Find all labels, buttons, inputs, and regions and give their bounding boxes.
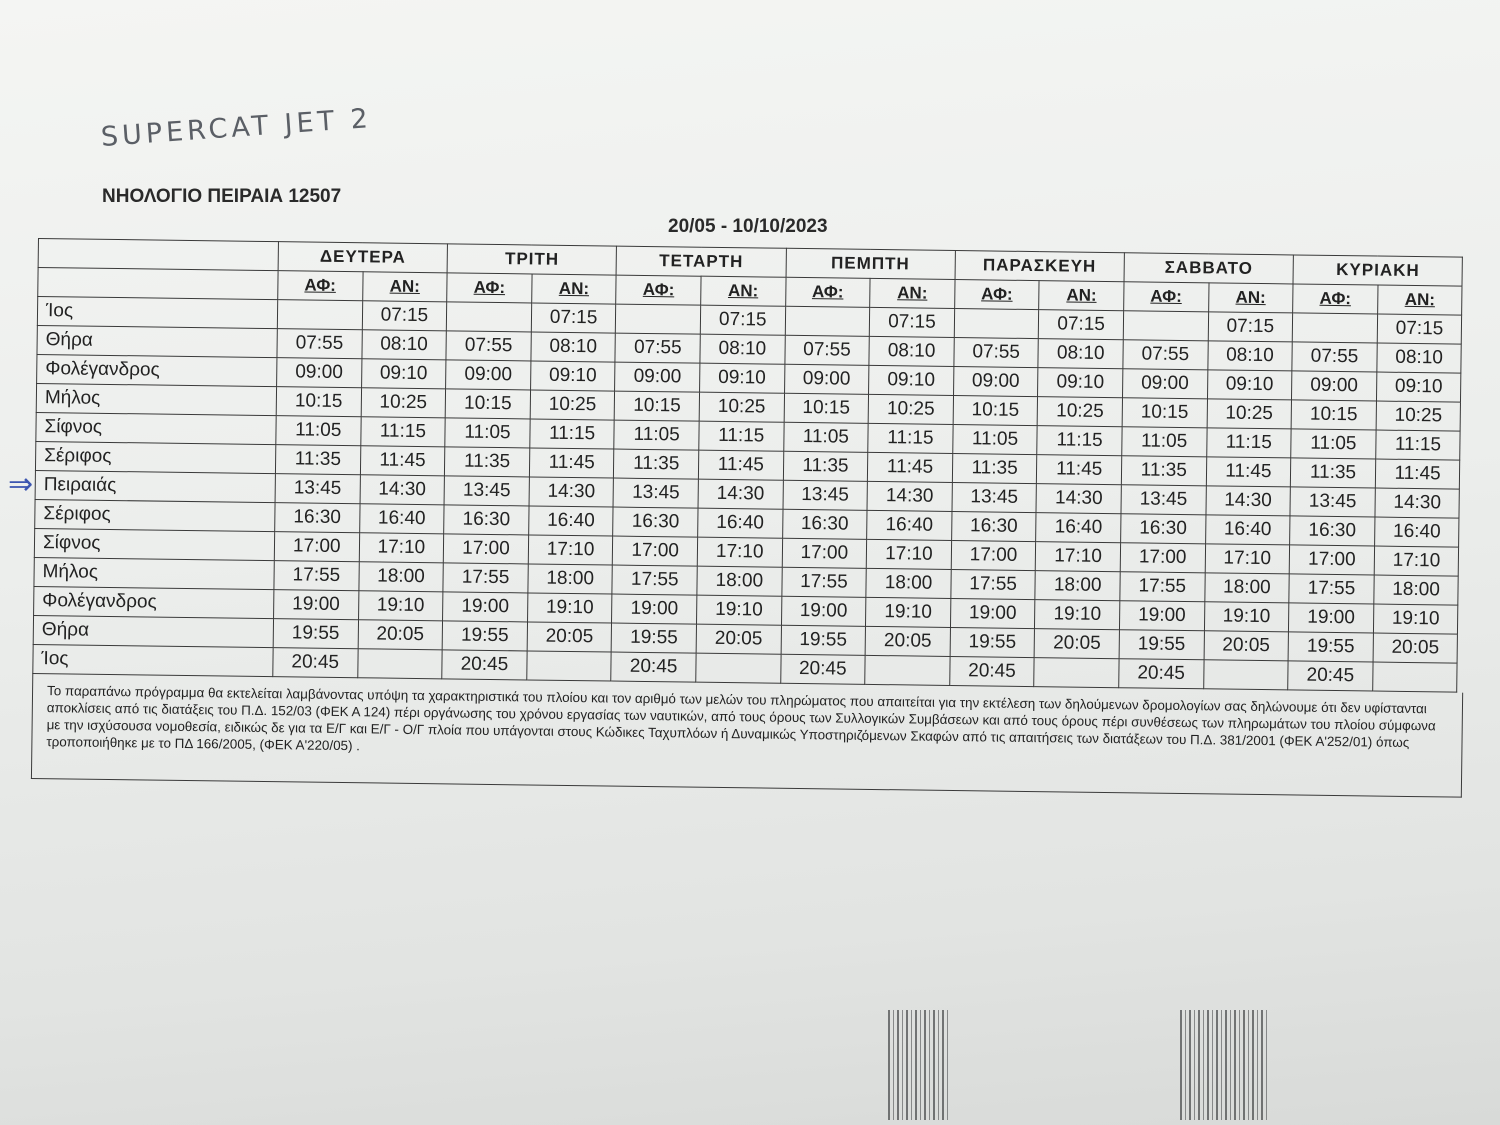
port-name: Ίος xyxy=(37,297,277,329)
departure-time: 20:45 xyxy=(780,654,865,684)
arrival-time: 08:10 xyxy=(362,330,447,360)
port-name: Σέριφος xyxy=(35,441,275,473)
arrival-time: 17:10 xyxy=(1374,546,1459,576)
departure-time: 20:45 xyxy=(1288,661,1373,691)
arrival-time: 10:25 xyxy=(530,390,615,420)
arrival-time: 14:30 xyxy=(360,475,445,505)
arrival-time: 09:10 xyxy=(1376,372,1461,402)
schedule-body xyxy=(33,297,1462,693)
arrival-time: 07:15 xyxy=(869,307,954,337)
arrival-time: 10:25 xyxy=(361,388,446,418)
departure-time: 11:35 xyxy=(1291,458,1376,488)
arrival-time: 20:05 xyxy=(527,622,612,652)
departure-time: 10:15 xyxy=(445,389,530,419)
departure-time: 07:55 xyxy=(954,337,1039,367)
departure-time: 13:45 xyxy=(275,474,360,504)
arrival-header: ΑΝ: xyxy=(531,274,616,304)
arrival-time: 11:45 xyxy=(529,448,614,478)
port-name: Σέριφος xyxy=(35,499,275,531)
port-name: Σίφνος xyxy=(34,528,274,560)
day-header-friday: ΠΑΡΑΣΚΕΥΗ xyxy=(955,251,1125,282)
schedule-period: 20/05 - 10/10/2023 xyxy=(668,216,828,237)
departure-time: 16:30 xyxy=(951,511,1036,541)
arrival-time: 09:10 xyxy=(1038,368,1123,398)
arrival-time: 18:00 xyxy=(359,562,444,592)
departure-time: 17:00 xyxy=(274,532,359,562)
departure-time: 17:55 xyxy=(1120,572,1205,602)
arrival-time: 07:15 xyxy=(700,305,785,335)
arrival-time: 16:40 xyxy=(359,504,444,534)
departure-time xyxy=(1292,313,1377,343)
arrival-time: 07:15 xyxy=(1039,310,1124,340)
arrival-time: 19:10 xyxy=(1204,602,1289,632)
arrival-time: 07:15 xyxy=(531,303,616,333)
arrival-time: 11:15 xyxy=(1037,426,1122,456)
departure-time: 17:00 xyxy=(951,540,1036,570)
arrival-time: 08:10 xyxy=(1038,339,1123,369)
arrival-time: 11:45 xyxy=(1375,459,1460,489)
departure-time: 09:00 xyxy=(1122,369,1207,399)
departure-time: 19:55 xyxy=(442,621,527,651)
departure-time: 11:35 xyxy=(614,449,699,479)
departure-time: 19:00 xyxy=(274,590,359,620)
arrival-time: 17:10 xyxy=(1036,542,1121,572)
departure-time: 19:00 xyxy=(781,596,866,626)
arrival-time: 09:10 xyxy=(530,361,615,391)
departure-time: 19:00 xyxy=(950,598,1035,628)
departure-time: 10:15 xyxy=(276,387,361,417)
departure-time: 11:05 xyxy=(1291,429,1376,459)
departure-time: 16:30 xyxy=(1290,516,1375,546)
arrival-time: 11:45 xyxy=(360,446,445,476)
departure-time: 16:30 xyxy=(782,509,867,539)
port-name: Θήρα xyxy=(37,325,277,357)
departure-time: 17:55 xyxy=(951,569,1036,599)
arrival-time: 18:00 xyxy=(697,566,782,596)
departure-header: ΑΦ: xyxy=(616,275,701,305)
port-name: Πειραιάς xyxy=(35,470,275,502)
scanner-smudge-left xyxy=(888,1010,950,1120)
departure-time: 16:30 xyxy=(613,507,698,537)
arrival-time: 19:10 xyxy=(697,595,782,625)
port-name: Σίφνος xyxy=(36,412,276,444)
departure-time: 07:55 xyxy=(1292,342,1377,372)
departure-time: 09:00 xyxy=(615,362,700,392)
departure-time: 13:45 xyxy=(613,478,698,508)
arrival-time xyxy=(1372,662,1457,692)
departure-time xyxy=(277,300,362,330)
departure-time: 17:00 xyxy=(1120,543,1205,573)
arrival-time: 07:15 xyxy=(1377,314,1462,344)
arrival-time: 08:10 xyxy=(700,334,785,364)
port-name: Φολέγανδρος xyxy=(34,586,274,618)
arrival-time: 11:15 xyxy=(360,417,445,447)
schedule-table xyxy=(32,238,1463,693)
departure-time: 19:55 xyxy=(950,627,1035,657)
departure-time: 09:00 xyxy=(446,360,531,390)
arrival-time: 20:05 xyxy=(358,620,443,650)
port-name: Ίος xyxy=(33,644,273,676)
arrival-time: 14:30 xyxy=(1375,488,1460,518)
departure-time: 20:45 xyxy=(442,650,527,680)
arrival-time: 11:15 xyxy=(530,419,615,449)
arrival-time: 18:00 xyxy=(1204,573,1289,603)
arrival-time: 20:05 xyxy=(696,624,781,654)
departure-time: 17:55 xyxy=(1289,574,1374,604)
departure-time: 17:00 xyxy=(443,534,528,564)
departure-time: 19:00 xyxy=(443,592,528,622)
departure-time: 07:55 xyxy=(1123,340,1208,370)
departure-time: 17:55 xyxy=(612,565,697,595)
departure-time: 20:45 xyxy=(1119,659,1204,689)
scanner-smudge-right xyxy=(1180,1010,1270,1120)
arrival-time xyxy=(865,655,950,685)
departure-time: 07:55 xyxy=(785,335,870,365)
arrival-header: ΑΝ: xyxy=(1039,281,1124,311)
departure-time: 09:00 xyxy=(1292,371,1377,401)
arrival-time: 11:45 xyxy=(1206,457,1291,487)
handwritten-note: SUPERCAT JET 2 xyxy=(100,103,373,153)
arrival-header: ΑΝ: xyxy=(870,278,955,308)
arrival-time: 17:10 xyxy=(528,535,613,565)
departure-time: 19:55 xyxy=(1119,630,1204,660)
arrival-header: ΑΝ: xyxy=(362,272,447,302)
arrival-header: ΑΝ: xyxy=(1208,283,1293,313)
departure-time: 16:30 xyxy=(275,503,360,533)
arrival-time: 16:40 xyxy=(1374,517,1459,547)
departure-time: 11:05 xyxy=(1122,427,1207,457)
departure-time: 11:05 xyxy=(953,424,1038,454)
registry-number: ΝΗΟΛΟΓΙΟ ΠΕΙΡΑΙΑ 12507 xyxy=(102,186,342,207)
arrival-time: 16:40 xyxy=(1205,515,1290,545)
arrival-time: 16:40 xyxy=(698,508,783,538)
arrival-time: 08:10 xyxy=(1377,343,1462,373)
arrival-time: 10:25 xyxy=(1376,401,1461,431)
port-name: Θήρα xyxy=(33,615,273,647)
departure-time: 20:45 xyxy=(950,656,1035,686)
arrival-time: 10:25 xyxy=(868,394,953,424)
arrival-time: 10:25 xyxy=(1038,397,1123,427)
departure-time: 19:55 xyxy=(273,619,358,649)
legal-footnote: Το παραπάνω πρόγραμμα θα εκτελείται λαμβάνοντας υπόψη τα χαρακτηριστικά του πλοίου και τον αριθμό των μελών του πληρώματος που απαιτείται για την εκτέλεση των δηλούμενων δρομολογίων σας δηλώνουμε ότι δεν υφίστανται αποκλίσεις από τις διατάξεις του Π.Δ. 152/03 (ΦΕΚ Α 124) πέρι οργάνωσης του χρόνου εργασίας των ναυτικών, από τους όρους των Συλλογικών Συμβάσεων και από τους όρους πέρι συνθέσεως των πληρωμάτων του πλοίου σύμφωνα με την ισχύσουσα νομοθεσία, ειδικώς δε για τα Ε/Γ και Ε/Γ - Ο/Γ πλοία που υπάγονται στους Κώδικες Ταχυπλόων ή Δυναμικώς Υποστηριζόμενων Σκαφών από τις απαιτήσεις των διατάξεων του Π.Δ. 381/2001 (ΦΕΚ Α'252/01) όπως τροποποιήθηκε με το ΠΔ 166/2005, (ΦΕΚ Α'220/05) . xyxy=(31,674,1463,798)
arrival-time: 14:30 xyxy=(1036,484,1121,514)
arrival-time: 11:45 xyxy=(698,450,783,480)
departure-header: ΑΦ: xyxy=(278,271,363,301)
departure-time: 09:00 xyxy=(277,358,362,388)
day-header-tuesday: ΤΡΙΤΗ xyxy=(447,244,617,275)
departure-time: 09:00 xyxy=(953,366,1038,396)
arrival-time: 07:15 xyxy=(362,301,447,331)
departure-time: 10:15 xyxy=(953,395,1038,425)
arrival-time xyxy=(1203,660,1288,690)
departure-time: 16:30 xyxy=(444,505,529,535)
arrival-time: 14:30 xyxy=(698,479,783,509)
arrival-time: 20:05 xyxy=(1204,631,1289,661)
arrival-time: 14:30 xyxy=(867,481,952,511)
arrival-time: 17:10 xyxy=(866,539,951,569)
day-header-monday: ΔΕΥΤΕΡΑ xyxy=(278,242,448,273)
departure-time: 11:35 xyxy=(783,451,868,481)
departure-time xyxy=(954,309,1039,339)
departure-header: ΑΦ: xyxy=(1124,282,1209,312)
arrow-icon: ⇒ xyxy=(8,468,34,501)
arrival-time: 17:10 xyxy=(1205,544,1290,574)
day-header-sunday: ΚΥΡΙΑΚΗ xyxy=(1293,255,1463,286)
arrival-time xyxy=(696,653,781,683)
departure-time: 10:15 xyxy=(1122,398,1207,428)
arrival-time: 11:45 xyxy=(1037,455,1122,485)
departure-time: 13:45 xyxy=(783,480,868,510)
departure-time: 13:45 xyxy=(444,476,529,506)
departure-time: 11:05 xyxy=(276,416,361,446)
arrival-time xyxy=(357,649,442,679)
departure-time: 19:55 xyxy=(612,623,697,653)
arrival-time: 16:40 xyxy=(867,510,952,540)
departure-time: 19:55 xyxy=(781,625,866,655)
departure-time: 10:15 xyxy=(1291,400,1376,430)
departure-time: 17:55 xyxy=(781,567,866,597)
arrival-time: 14:30 xyxy=(1206,486,1291,516)
arrival-time: 08:10 xyxy=(1207,341,1292,371)
arrival-time: 14:30 xyxy=(529,477,614,507)
corner-cell xyxy=(38,239,278,271)
arrival-time: 19:10 xyxy=(1035,600,1120,630)
departure-time: 20:45 xyxy=(273,648,358,678)
departure-time: 09:00 xyxy=(784,364,869,394)
arrival-time: 11:15 xyxy=(868,423,953,453)
day-header-wednesday: ΤΕΤΑΡΤΗ xyxy=(616,246,786,277)
departure-time: 19:55 xyxy=(1288,632,1373,662)
departure-time: 07:55 xyxy=(615,333,700,363)
arrival-time: 11:15 xyxy=(699,421,784,451)
arrival-time: 10:25 xyxy=(1207,399,1292,429)
day-header-saturday: ΣΑΒΒΑΤΟ xyxy=(1124,253,1294,284)
port-name: Φολέγανδρος xyxy=(37,354,277,386)
departure-time: 20:45 xyxy=(611,652,696,682)
arrival-time: 09:10 xyxy=(361,359,446,389)
arrival-time: 18:00 xyxy=(528,564,613,594)
arrival-time xyxy=(527,651,612,681)
arrival-time xyxy=(1034,658,1119,688)
departure-time: 17:00 xyxy=(782,538,867,568)
arrival-time: 09:10 xyxy=(700,363,785,393)
arrival-header: ΑΝ: xyxy=(701,276,786,306)
departure-time xyxy=(1123,311,1208,341)
port-name: Μήλος xyxy=(34,557,274,589)
port-name: Μήλος xyxy=(36,383,276,415)
arrival-time: 20:05 xyxy=(865,626,950,656)
departure-header: ΑΦ: xyxy=(447,273,532,303)
departure-time: 11:35 xyxy=(1121,456,1206,486)
departure-time: 10:15 xyxy=(615,391,700,421)
arrival-time: 16:40 xyxy=(1036,513,1121,543)
arrival-time: 07:15 xyxy=(1208,312,1293,342)
departure-time: 17:55 xyxy=(274,561,359,591)
departure-time: 11:05 xyxy=(783,422,868,452)
departure-time: 10:15 xyxy=(784,393,869,423)
arrival-time: 08:10 xyxy=(531,332,616,362)
departure-time xyxy=(616,304,701,334)
arrival-time: 19:10 xyxy=(358,591,443,621)
departure-time: 13:45 xyxy=(1121,485,1206,515)
departure-time: 07:55 xyxy=(446,331,531,361)
corner-cell xyxy=(38,268,278,300)
departure-time xyxy=(785,306,870,336)
departure-time: 13:45 xyxy=(1290,487,1375,517)
departure-time: 11:35 xyxy=(952,453,1037,483)
departure-time: 19:00 xyxy=(1289,603,1374,633)
arrival-time: 18:00 xyxy=(1374,575,1459,605)
departure-time: 16:30 xyxy=(1121,514,1206,544)
arrival-time: 19:10 xyxy=(1373,604,1458,634)
arrival-time: 20:05 xyxy=(1373,633,1458,663)
arrival-time: 09:10 xyxy=(869,365,954,395)
arrival-time: 08:10 xyxy=(869,336,954,366)
departure-time: 11:35 xyxy=(275,445,360,475)
arrival-time: 16:40 xyxy=(528,506,613,536)
departure-header: ΑΦ: xyxy=(1293,284,1378,314)
arrival-time: 09:10 xyxy=(1207,370,1292,400)
arrival-time: 10:25 xyxy=(699,392,784,422)
schedule-block xyxy=(31,238,1469,798)
arrival-header: ΑΝ: xyxy=(1377,285,1462,315)
arrival-time: 11:15 xyxy=(1206,428,1291,458)
arrival-time: 11:45 xyxy=(868,452,953,482)
day-header-thursday: ΠΕΜΠΤΗ xyxy=(786,248,956,279)
arrival-time: 11:15 xyxy=(1375,430,1460,460)
departure-time: 11:35 xyxy=(445,447,530,477)
departure-time: 11:05 xyxy=(445,418,530,448)
departure-time: 11:05 xyxy=(614,420,699,450)
arrival-time: 19:10 xyxy=(527,593,612,623)
departure-time: 07:55 xyxy=(277,329,362,359)
arrival-time: 17:10 xyxy=(359,533,444,563)
departure-time: 17:55 xyxy=(443,563,528,593)
departure-time xyxy=(447,302,532,332)
departure-time: 19:00 xyxy=(612,594,697,624)
arrival-time: 19:10 xyxy=(866,597,951,627)
departure-header: ΑΦ: xyxy=(785,277,870,307)
departure-time: 19:00 xyxy=(1119,601,1204,631)
arrival-time: 18:00 xyxy=(1035,571,1120,601)
arrival-time: 17:10 xyxy=(697,537,782,567)
departure-time: 17:00 xyxy=(613,536,698,566)
arrival-time: 20:05 xyxy=(1034,629,1119,659)
departure-time: 17:00 xyxy=(1289,545,1374,575)
arrival-time: 18:00 xyxy=(866,568,951,598)
departure-time: 13:45 xyxy=(952,482,1037,512)
departure-header: ΑΦ: xyxy=(954,280,1039,310)
